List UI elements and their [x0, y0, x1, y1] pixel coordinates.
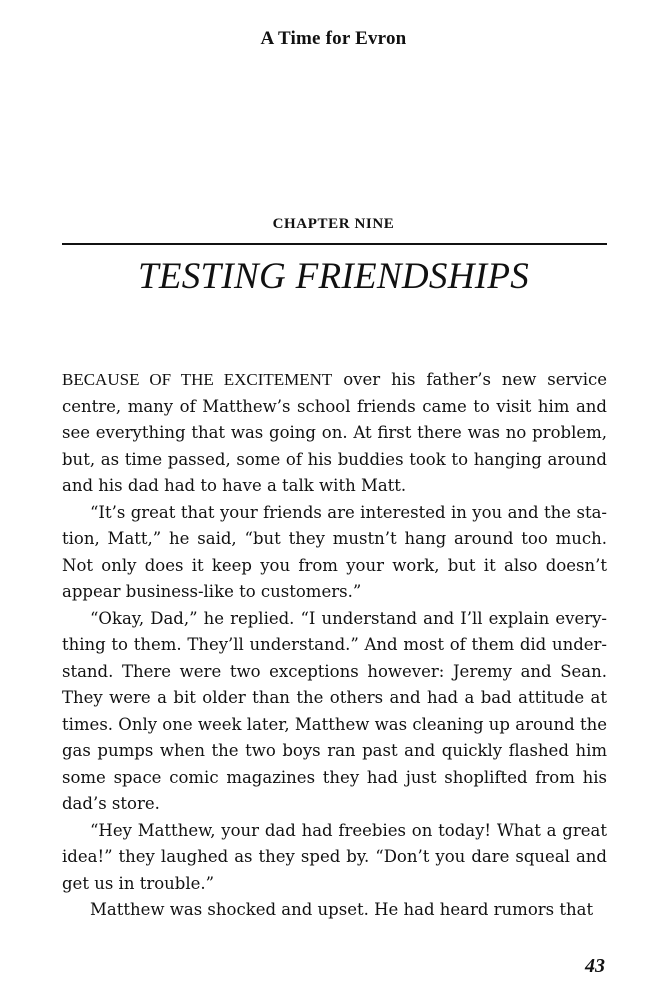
paragraph-1	[62, 367, 607, 500]
chapter-rule	[62, 243, 607, 245]
lead-caps: BECAUSE OF THE EXCITEMENT	[62, 370, 333, 389]
page-number: 43	[585, 955, 605, 977]
chapter-title: TESTING FRIENDSHIPS	[137, 256, 530, 297]
running-head: A Time for Evron	[260, 28, 407, 49]
paragraph-3: “Okay, Dad,” he replied. “I understand and I’ll explain everything to them. They’ll understand.” And most of them did understand. There were two exceptions however: Jeremy and Sean. They were a bit older than the others and had a bad attitude at times. Only one week later, Matthew was cleaning up around the gas pumps when the two boys ran past and quickly flashed him some space comic magazines they had just shoplifted from his dad’s store.	[62, 608, 607, 813]
paragraph-4: “Hey Matthew, your dad had freebies on today! What a great idea!” they laughed as they sped by. “Don’t you dare squeal and get us in trouble.”	[62, 820, 607, 893]
chapter-label: CHAPTER NINE	[272, 216, 395, 232]
paragraph-2: “It’s great that your friends are interested in you and the station, Matt,” he said, “but they mustn’t hang around too much. Not only does it keep you from your work, but it also doesn’t appear business-like to customers.”	[62, 502, 607, 601]
body-text	[62, 367, 607, 924]
paragraph-1-text: over his father’s new service centre, many of Matthew’s school friends came to visit him and see everything that was going on. At first there was no problem, but, as time passed, some of his buddies took to hanging around and his dad had to have a talk with Matt.	[62, 370, 608, 495]
paragraph-5: Matthew was shocked and upset. He had heard rumors that	[90, 900, 594, 919]
